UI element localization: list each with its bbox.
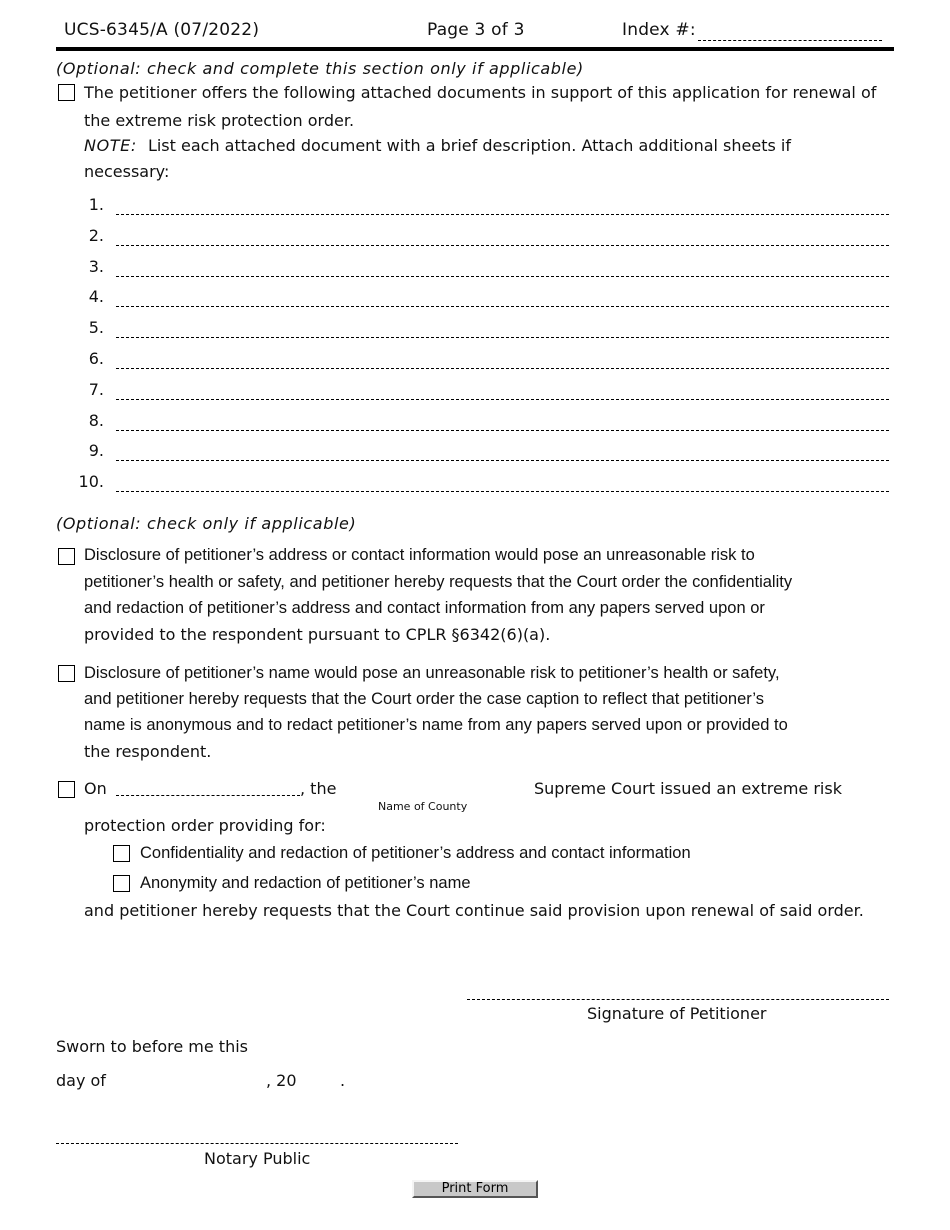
document-item-number: 4. — [88, 287, 104, 307]
document-description-field[interactable] — [116, 306, 889, 307]
petitioner-signature-line[interactable] — [467, 999, 889, 1000]
attached-documents-line2: the extreme risk protection order. — [84, 111, 355, 130]
attached-documents-line1: The petitioner offers the following attached documents in support of this application for renewal of — [84, 83, 877, 102]
header-rule — [56, 47, 894, 51]
prior-order-date-field[interactable] — [116, 795, 300, 796]
document-description-field[interactable] — [116, 337, 889, 338]
address-option-line4: provided to the respondent pursuant to CPLR §6342(6)(a). — [84, 625, 551, 644]
name-option-line2: and petitioner hereby requests that the Court order the case caption to reflect that petitioner’s — [84, 690, 764, 708]
sworn-line: Sworn to before me this — [56, 1037, 248, 1056]
notary-caption: Notary Public — [204, 1149, 311, 1168]
note-text-cont: necessary: — [84, 162, 170, 181]
name-option-line3: name is anonymous and to redact petitioner’s name from any papers served upon or provided to — [84, 716, 788, 734]
document-item-number: 7. — [88, 379, 104, 399]
document-item-number: 5. — [88, 318, 104, 338]
section1-optional-note: (Optional: check and complete this section only if applicable) — [56, 59, 584, 78]
name-option-line4: the respondent. — [84, 742, 212, 761]
prior-order-line2: protection order providing for: — [84, 816, 326, 835]
section2-optional-note: (Optional: check only if applicable) — [56, 514, 357, 533]
note-label: NOTE: — [84, 136, 137, 155]
address-option-line1: Disclosure of petitioner’s address or contact information would pose an unreasonable risk to — [84, 546, 755, 564]
document-description-field[interactable] — [116, 276, 889, 277]
document-item-number: 3. — [88, 256, 104, 276]
document-description-field[interactable] — [116, 460, 889, 461]
prior-order-closing: and petitioner hereby requests that the Court continue said provision upon renewal of said order. — [84, 901, 864, 920]
name-option-line1: Disclosure of petitioner’s name would pose an unreasonable risk to petitioner’s health or safety, — [84, 664, 780, 682]
address-option-line2: petitioner’s health or safety, and petitioner hereby requests that the Court order the confidentiality — [84, 573, 793, 591]
petitioner-signature-caption: Signature of Petitioner — [587, 1004, 767, 1023]
day-of-label: day of — [56, 1071, 106, 1090]
sub-anonymity-checkbox[interactable] — [113, 875, 130, 892]
document-item-number: 2. — [88, 225, 104, 245]
document-description-field[interactable] — [116, 245, 889, 246]
name-anonymity-checkbox[interactable] — [58, 665, 75, 682]
document-description-field[interactable] — [116, 491, 889, 492]
sub-option1-label: Confidentiality and redaction of petitioner’s address and contact information — [140, 844, 691, 862]
sub-option2-label: Anonymity and redaction of petitioner’s name — [140, 874, 471, 892]
attached-documents-checkbox[interactable] — [58, 84, 75, 101]
document-item-number: 1. — [88, 195, 104, 214]
index-label: Index #: — [622, 20, 696, 40]
page-number: Page 3 of 3 — [427, 20, 525, 40]
document-description-field[interactable] — [116, 368, 889, 369]
note-line — [84, 133, 791, 159]
document-description-field[interactable] — [116, 430, 889, 431]
sworn-day-field[interactable] — [258, 1038, 418, 1056]
sub-confidentiality-checkbox[interactable] — [113, 845, 130, 862]
document-description-field[interactable] — [116, 399, 889, 400]
print-form-button[interactable]: Print Form — [412, 1180, 538, 1198]
notary-signature-line[interactable] — [56, 1143, 458, 1144]
on-label: On — [84, 779, 107, 798]
document-item-number: 9. — [88, 441, 104, 461]
address-option-line3: and redaction of petitioner’s address and contact information from any papers served upon or — [84, 599, 765, 617]
sworn-period: . — [340, 1071, 346, 1090]
sworn-year-field[interactable] — [302, 1072, 338, 1090]
the-label: , the — [300, 779, 337, 798]
address-confidentiality-checkbox[interactable] — [58, 548, 75, 565]
form-id: UCS-6345/A (07/2022) — [64, 20, 260, 40]
document-description-field[interactable] — [116, 214, 889, 215]
prior-order-checkbox[interactable] — [58, 781, 75, 798]
index-number-field[interactable] — [698, 40, 882, 41]
county-name-field[interactable] — [342, 780, 528, 800]
year-prefix: , 20 — [266, 1071, 297, 1090]
note-text: List each attached document with a brief description. Attach additional sheets if — [147, 136, 791, 155]
document-item-number: 6. — [88, 349, 104, 368]
document-item-number: 10. — [78, 472, 104, 492]
county-caption: Name of County — [378, 800, 468, 813]
sworn-month-field[interactable] — [112, 1072, 264, 1090]
court-text: Supreme Court issued an extreme risk — [534, 779, 842, 798]
document-item-number: 8. — [88, 410, 104, 430]
